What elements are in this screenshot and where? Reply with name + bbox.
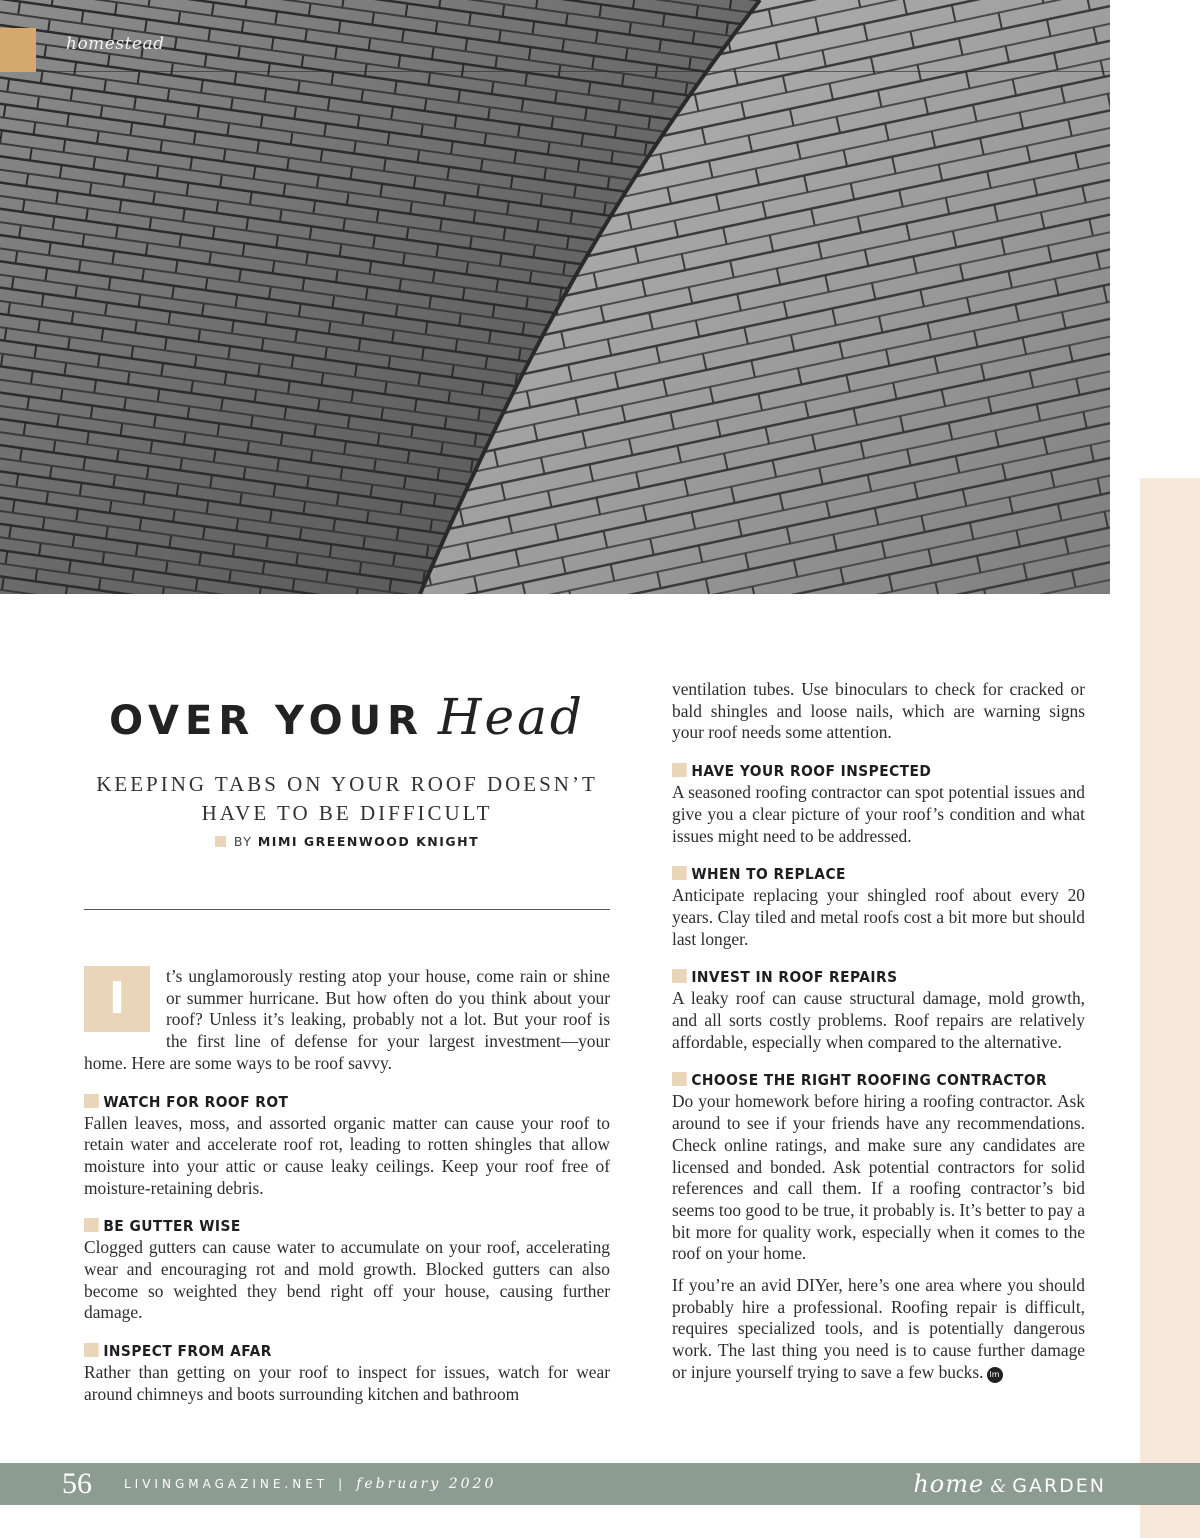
heading-text: WHEN TO REPLACE xyxy=(691,865,846,884)
square-bullet-icon xyxy=(84,1218,99,1232)
section-body: A seasoned roofing contractor can spot potential issues and give you a clear picture of your roof’s condition and what issues might need to be addressed. xyxy=(672,782,1085,846)
section-body: Anticipate replacing your shingled roof about every 20 years. Clay tiled and metal roofs cost a bit more but should last longer. xyxy=(672,885,1085,949)
section-name-a: home xyxy=(913,1470,985,1498)
section-heading xyxy=(84,1091,568,1113)
square-bullet-icon xyxy=(672,866,687,880)
intro-text: t’s unglamorously resting atop your house, come rain or shine or summer hurricane. But how often do you think about your roof? Unless it’s leaking, probably not a lot. But your roof is the first line of defense for your largest investment—your home. Here are some ways to be roof savvy. xyxy=(84,966,610,1073)
section-body: Clogged gutters can cause water to accumulate on your roof, accelerating wear and encouraging rot and mold growth. Blocked gutters can also become so weighted they bend right off your house, causing further damage. xyxy=(84,1237,610,1323)
section-heading xyxy=(672,863,1052,885)
intro-divider xyxy=(84,909,610,910)
square-bullet-icon xyxy=(672,1072,687,1086)
section-body: A leaky roof can cause structural damage, mold growth, and all sorts costly problems. Roof repairs are relatively affordable, especially when compared to the alternative. xyxy=(672,988,1085,1052)
byline-square-icon xyxy=(215,836,226,847)
square-bullet-icon xyxy=(84,1343,99,1357)
right-column xyxy=(672,679,1085,1384)
heading-text: HAVE YOUR ROOF INSPECTED xyxy=(691,762,932,781)
left-column xyxy=(84,966,610,1406)
article-title xyxy=(84,688,610,746)
byline xyxy=(84,834,610,849)
heading-text: WATCH FOR ROOF ROT xyxy=(103,1092,289,1111)
section-body: Rather than getting on your roof to inspect for issues, watch for wear around chimneys and boots surrounding kitchen and bathroom xyxy=(84,1362,610,1404)
hero-photo xyxy=(0,0,1110,594)
section-name-amp: & xyxy=(990,1476,1007,1497)
roof-shingles-illustration xyxy=(0,0,1110,594)
closing-text: If you’re an avid DIYer, here’s one area where you should probably hire a professional. Roofing repair is difficult, requires specialized tools, and is potentially dangerous work. The last thing you need is to cause further damage or injure yourself trying to save a few bucks. xyxy=(672,1275,1085,1382)
footer-separator: | xyxy=(338,1477,347,1491)
footer-section-name xyxy=(913,1470,1106,1498)
section-heading xyxy=(672,1069,1052,1091)
section-heading xyxy=(84,1215,568,1237)
title-script: Head xyxy=(437,688,585,746)
closing-paragraph xyxy=(672,1275,1085,1384)
page-number: 56 xyxy=(62,1467,92,1500)
heading-text: CHOOSE THE RIGHT ROOFING CONTRACTOR xyxy=(691,1071,1048,1090)
end-mark-icon: lm xyxy=(987,1367,1003,1383)
article-subtitle: KEEPING TABS ON YOUR ROOF DOESN’T HAVE TO BE DIFFICULT xyxy=(96,772,598,825)
heading-text: INVEST IN ROOF REPAIRS xyxy=(691,968,898,987)
side-color-strip xyxy=(1140,478,1200,1538)
publication-info xyxy=(124,1476,496,1492)
photo-margin xyxy=(1110,0,1200,478)
author-name: MIMI GREENWOOD KNIGHT xyxy=(257,834,480,849)
header-rule xyxy=(36,71,1110,72)
section-tag-block xyxy=(0,28,36,72)
section-name-b: GARDEN xyxy=(1012,1475,1106,1497)
issue-date: february 2020 xyxy=(356,1476,497,1492)
title-main: OVER YOUR xyxy=(109,698,424,744)
section-label: homestead xyxy=(66,34,165,54)
drop-cap: I xyxy=(84,966,150,1032)
square-bullet-icon xyxy=(672,763,687,777)
section-body: Fallen leaves, moss, and assorted organic matter can cause your roof to retain water and accelerate roof rot, leading to rotten shingles that allow moisture into your attic or cause leaky ceilings. Keep your roof free of moisture-retaining debris. xyxy=(84,1112,610,1198)
site-name: LIVINGMAGAZINE.NET xyxy=(124,1477,329,1491)
byline-prefix: BY xyxy=(233,834,253,849)
section-body-continued: ventilation tubes. Use binoculars to check for cracked or bald shingles and loose nails, which are warning signs your roof needs some attention. xyxy=(672,679,1085,743)
heading-text: BE GUTTER WISE xyxy=(103,1217,241,1236)
section-heading xyxy=(672,760,1052,782)
section-heading xyxy=(84,1340,568,1362)
square-bullet-icon xyxy=(84,1094,99,1108)
section-body: Do your homework before hiring a roofing contractor. Ask around to see if your friends have any recommendations. Check online ratings, and make sure any candidates are licensed and bonded. Ask potential contractors for solid references and call them. If a roofing contractor’s bid seems too good to be true, it probably is. It’s better to pay a bit more for quality work, especially when it comes to the roof on your home. xyxy=(672,1091,1085,1264)
section-heading xyxy=(672,966,1052,988)
intro-paragraph xyxy=(84,966,610,1075)
heading-text: INSPECT FROM AFAR xyxy=(103,1342,272,1361)
square-bullet-icon xyxy=(672,969,687,983)
